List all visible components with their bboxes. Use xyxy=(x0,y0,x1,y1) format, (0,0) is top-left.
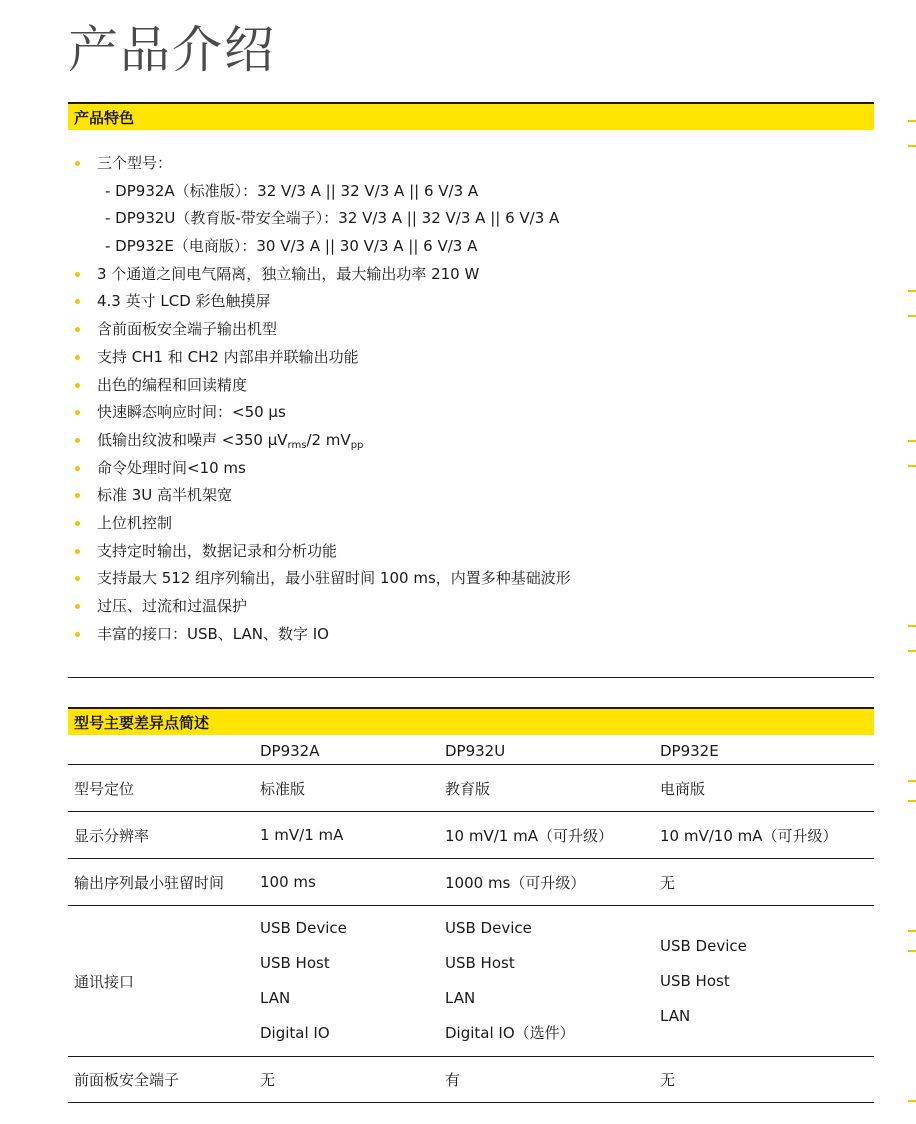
table-header-cell: DP932U xyxy=(439,737,654,765)
table-cell: 电商版 xyxy=(654,765,874,812)
table-header-empty xyxy=(68,737,254,765)
interface-item: LAN xyxy=(660,1006,691,1025)
bullet-icon xyxy=(75,576,80,581)
feature-item xyxy=(72,261,872,289)
feature-text: 支持最大 512 组序列输出，最小驻留时间 100 ms，内置多种基础波形 xyxy=(97,569,571,588)
page-edge-mark xyxy=(908,800,916,802)
table-header-row xyxy=(68,737,874,765)
feature-text: 快速瞬态响应时间：<50 μs xyxy=(97,403,286,422)
feature-item xyxy=(72,344,872,372)
interface-item: Digital IO xyxy=(260,1024,330,1042)
feature-text: 出色的编程和回读精度 xyxy=(97,375,248,394)
interface-item: USB Host xyxy=(445,954,515,972)
bullet-icon xyxy=(75,410,80,415)
page-edge-mark xyxy=(908,315,916,317)
interface-item: Digital IO（选件） xyxy=(445,1024,575,1042)
page-edge-mark xyxy=(908,650,916,652)
table-row-interfaces xyxy=(68,906,874,1057)
section-divider xyxy=(68,677,874,678)
row-label: 通讯接口 xyxy=(68,906,254,1057)
bullet-icon xyxy=(75,161,80,166)
row-label: 输出序列最小驻留时间 xyxy=(68,859,254,906)
feature-text: 标准 3U 高半机架宽 xyxy=(97,486,233,505)
row-label: 显示分辨率 xyxy=(68,812,254,859)
feature-item xyxy=(72,538,872,566)
bullet-icon xyxy=(75,632,80,637)
features-section-header: 产品特色 xyxy=(68,102,874,130)
bullet-icon xyxy=(75,466,80,471)
table-header-cell: DP932A xyxy=(254,737,439,765)
feature-text: - DP932E（电商版）：30 V/3 A || 30 V/3 A || 6 V/3 A xyxy=(105,237,478,256)
bullet-icon xyxy=(75,299,80,304)
bullet-icon xyxy=(75,604,80,609)
feature-text: 4.3 英寸 LCD 彩色触摸屏 xyxy=(97,292,271,311)
features-list xyxy=(72,150,872,648)
feature-item xyxy=(72,510,872,538)
feature-sub-item xyxy=(72,205,872,233)
table-cell: 有 xyxy=(439,1057,654,1103)
feature-text: 含前面板安全端子输出机型 xyxy=(97,320,278,339)
feature-text: 三个型号： xyxy=(97,154,173,172)
interface-item: USB Host xyxy=(660,971,730,990)
feature-text: 上位机控制 xyxy=(97,513,173,532)
feature-item xyxy=(72,565,872,593)
feature-sub-item xyxy=(72,178,872,206)
table-cell: 无 xyxy=(654,1057,874,1103)
page-edge-mark xyxy=(908,780,916,782)
interface-item: USB Host xyxy=(260,954,330,972)
feature-text: 过压、过流和过温保护 xyxy=(97,597,248,615)
interface-cell xyxy=(254,906,439,1057)
table-cell: 标准版 xyxy=(254,765,439,812)
table-cell: 无 xyxy=(254,1057,439,1103)
row-label: 型号定位 xyxy=(68,765,254,812)
table-cell: 10 mV/1 mA（可升级） xyxy=(439,812,654,859)
feature-item xyxy=(72,150,872,178)
page-edge-mark xyxy=(908,465,916,467)
bullet-icon xyxy=(75,438,80,443)
feature-item xyxy=(72,482,872,510)
table-cell: 教育版 xyxy=(439,765,654,812)
model-comparison-table xyxy=(68,737,874,1103)
feature-item xyxy=(72,372,872,400)
table-header-cell: DP932E xyxy=(654,737,874,765)
feature-item-ripple xyxy=(72,427,872,455)
feature-text: - DP932U（教育版-带安全端子）：32 V/3 A || 32 V/3 A || 6 V/3 A xyxy=(105,209,560,228)
feature-item xyxy=(72,316,872,344)
bullet-icon xyxy=(75,272,80,277)
feature-text: 支持定时输出，数据记录和分析功能 xyxy=(97,541,338,560)
table-cell: 无 xyxy=(654,859,874,906)
ripple-sub-pp: pp xyxy=(350,439,364,451)
interface-item: LAN xyxy=(445,989,476,1007)
feature-sub-item xyxy=(72,233,872,261)
feature-item xyxy=(72,621,872,649)
feature-item xyxy=(72,399,872,427)
bullet-icon xyxy=(75,383,80,388)
page-edge-mark xyxy=(908,440,916,442)
interface-cell xyxy=(439,906,654,1057)
bullet-icon xyxy=(75,327,80,332)
interface-item: LAN xyxy=(260,989,291,1007)
table-cell: 10 mV/10 mA（可升级） xyxy=(654,812,874,859)
ripple-prefix: 低输出纹波和噪声 <350 μV xyxy=(97,430,288,449)
feature-item xyxy=(72,455,872,483)
page-edge-mark xyxy=(908,625,916,627)
table-row xyxy=(68,859,874,906)
interface-item: USB Device xyxy=(445,919,532,937)
ripple-mid: /2 mV xyxy=(306,430,351,449)
page-edge-mark xyxy=(908,950,916,952)
table-row xyxy=(68,1057,874,1103)
table-row xyxy=(68,812,874,859)
row-label: 前面板安全端子 xyxy=(68,1057,254,1103)
feature-text: 丰富的接口：USB、LAN、数字 IO xyxy=(97,624,329,643)
interface-cell xyxy=(654,906,874,1057)
ripple-sub-rms: rms xyxy=(287,439,307,451)
bullet-icon xyxy=(75,493,80,498)
feature-text: 支持 CH1 和 CH2 内部串并联输出功能 xyxy=(97,347,359,366)
page-edge-mark xyxy=(908,930,916,932)
feature-text: - DP932A（标准版）：32 V/3 A || 32 V/3 A || 6 V/3 A xyxy=(105,181,479,200)
page-edge-mark xyxy=(908,120,916,122)
table-row xyxy=(68,765,874,812)
feature-text: 3 个通道之间电气隔离，独立输出，最大输出功率 210 W xyxy=(97,264,480,283)
page-edge-mark xyxy=(908,290,916,292)
bullet-icon xyxy=(75,549,80,554)
feature-item xyxy=(72,593,872,621)
page-edge-mark xyxy=(908,1100,916,1102)
table-cell: 100 ms xyxy=(254,859,439,906)
page-title: 产品介绍 xyxy=(68,21,276,79)
interface-item: USB Device xyxy=(660,936,747,955)
bullet-icon xyxy=(75,355,80,360)
table-cell: 1 mV/1 mA xyxy=(254,812,439,859)
bullet-icon xyxy=(75,521,80,526)
interface-item: USB Device xyxy=(260,919,347,937)
page-edge-mark xyxy=(908,145,916,147)
feature-item xyxy=(72,288,872,316)
comparison-section-header: 型号主要差异点简述 xyxy=(68,707,874,735)
table-cell: 1000 ms（可升级） xyxy=(439,859,654,906)
feature-text: 命令处理时间<10 ms xyxy=(97,458,246,477)
